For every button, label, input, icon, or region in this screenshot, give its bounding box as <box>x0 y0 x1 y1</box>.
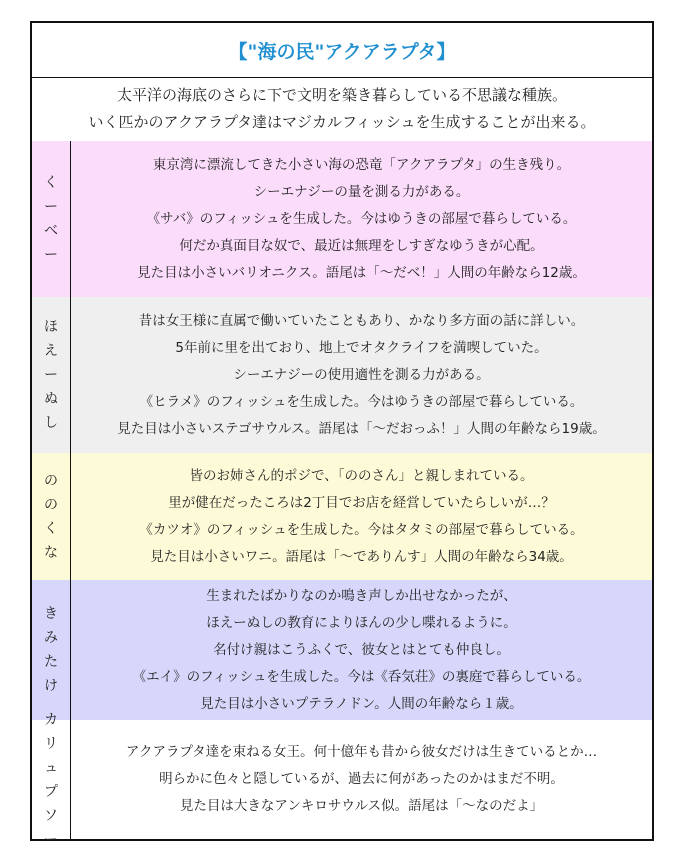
character-row-nonokuna <box>32 453 652 581</box>
character-name <box>32 297 71 453</box>
intro-line: いく匹かのアクアラプタ達はマジカルフィッシュを生成することが出来る。 <box>88 113 596 131</box>
description-line: シーエナジーの量を測る力がある。 <box>253 183 470 200</box>
name-char: け <box>44 678 58 694</box>
name-char: く <box>44 520 58 537</box>
description-line: 何だか真面目な奴で、最近は無理をしすぎなゆうきが心配。 <box>179 237 544 254</box>
character-row-kimitake <box>32 580 652 721</box>
character-name <box>32 141 71 297</box>
description-line: シーエナジーの使用適性を測る力がある。 <box>233 366 490 383</box>
description-line: 《エイ》のフィッシュを生成した。今は《呑気荘》の裏庭で暮らしている。 <box>132 668 591 685</box>
name-char: リ <box>44 735 58 752</box>
character-description <box>71 297 652 453</box>
name-char: ぬ <box>44 391 58 407</box>
character-name <box>32 580 71 720</box>
name-char: し <box>44 415 58 431</box>
name-char: く <box>44 175 58 191</box>
intro-text <box>32 77 652 142</box>
character-name <box>32 453 71 580</box>
description-line: 見た目は小さいステゴサウルス。語尾は「〜だおっふ！」人間の年齢なら19歳。 <box>117 420 606 437</box>
description-line: アクアラプタ達を束ねる女王。何十億年も昔から彼女だけは生きているとか… <box>125 744 598 760</box>
character-name <box>32 711 71 848</box>
description-line: 5年前に里を出ており、地上でオタクライフを満喫していた。 <box>175 339 548 356</box>
character-row-kube <box>32 141 652 298</box>
name-char: カ <box>44 711 58 728</box>
description-line: 名付け親はこうふくで、彼女とはとても仲良し。 <box>213 641 510 658</box>
description-line: 皆のお姉さん的ポジで、「ののさん」と親しまれている。 <box>189 467 534 484</box>
description-line: 見た目は大きなアンキロサウルス似。語尾は「〜なのだよ」 <box>179 798 544 814</box>
character-description <box>71 453 652 580</box>
description-line: ほえーぬしの教育によりほんの少し喋れるように。 <box>206 614 517 631</box>
name-char: た <box>44 654 58 670</box>
description-line: 生まれたばかりなのか鳴き声しか出せなかったが、 <box>206 587 517 604</box>
intro-line: 太平洋の海底のさらに下で文明を築き暮らしている不思議な種族。 <box>116 86 567 104</box>
name-char: ー <box>44 367 58 383</box>
table-title: 【"海の民"アクアラプタ】 <box>32 23 652 78</box>
description-line: 《カツオ》のフィッシュを生成した。今はタタミの部屋で暮らしている。 <box>139 521 584 538</box>
character-row-calypso <box>32 711 652 848</box>
name-char: え <box>44 343 58 359</box>
name-char: ュ <box>44 759 58 776</box>
name-char: ー <box>44 199 58 215</box>
description-line: 見た目は小さいプテラノドン。人間の年齢なら１歳。 <box>200 695 523 712</box>
name-char: ソ <box>44 807 58 824</box>
description-line: 見た目は小さいワニ。語尾は「〜でありんす」人間の年齢なら34歳。 <box>150 548 573 565</box>
description-line: 昔は女王様に直属で働いていたこともあり、かなり多方面の話に詳しい。 <box>138 312 585 329</box>
name-char: ベ <box>44 223 58 239</box>
name-char: の <box>44 496 58 513</box>
name-char: な <box>44 544 58 561</box>
character-row-hoenushi <box>32 297 652 454</box>
description-line: 《サバ》のフィッシュを生成した。今はゆうきの部屋で暮らしている。 <box>146 210 577 227</box>
character-description <box>71 720 652 839</box>
name-char: ー <box>44 831 58 848</box>
name-char: の <box>44 472 58 489</box>
description-line: 里が健在だったころは2丁目でお店を経営していたらしいが…？ <box>168 494 555 511</box>
name-char: ほ <box>44 319 58 335</box>
character-description <box>71 141 652 297</box>
description-line: 東京湾に漂流してきた小さい海の恐竜「アクアラプタ」の生き残り。 <box>152 156 571 173</box>
description-line: 明らかに色々と隠しているが、過去に何があったのかはまだ不明。 <box>159 771 564 787</box>
character-table <box>30 21 654 848</box>
description-line: 見た目は小さいバリオニクス。語尾は「〜だベ！」人間の年齢なら12歳。 <box>137 264 586 281</box>
name-char: き <box>44 606 58 622</box>
name-char: プ <box>44 783 58 800</box>
name-char: ー <box>44 247 58 263</box>
character-description <box>71 580 652 720</box>
description-line: 《ヒラメ》のフィッシュを生成した。今はゆうきの部屋で暮らしている。 <box>139 393 584 410</box>
name-char: み <box>44 630 58 646</box>
